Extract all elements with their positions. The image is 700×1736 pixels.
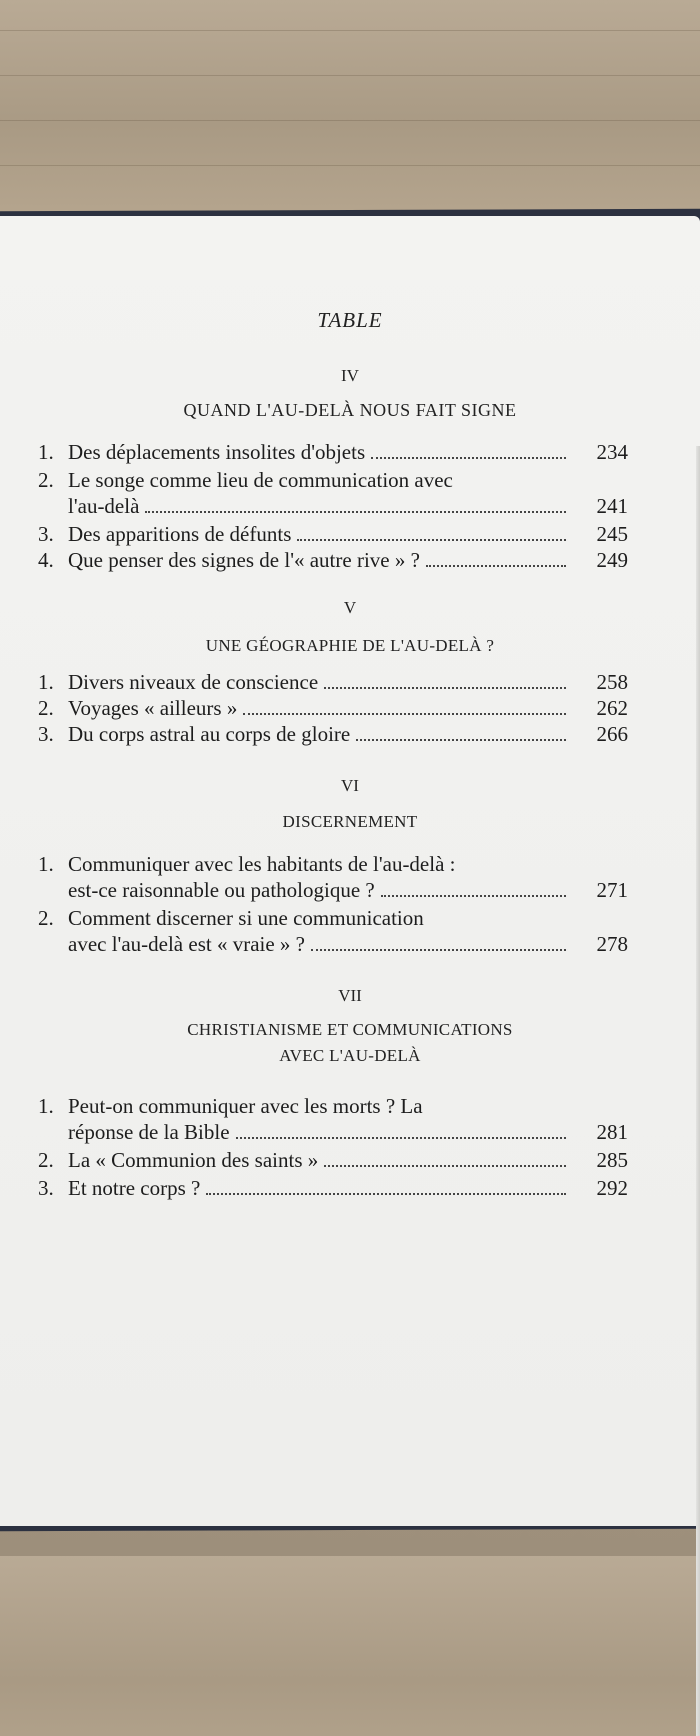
page-number: 271 <box>596 878 628 902</box>
entry-number: 3. <box>38 522 54 546</box>
entry-number: 1. <box>38 670 54 694</box>
entry-number: 1. <box>38 440 54 464</box>
leader-dots <box>243 699 566 715</box>
toc-entry <box>38 670 628 696</box>
toc-entry <box>38 468 628 520</box>
part-heading: UNE GÉOGRAPHIE DE L'AU-DELÀ ? <box>205 636 495 655</box>
leader-dots <box>381 881 566 897</box>
entry-number: 2. <box>38 906 54 930</box>
entry-title: Que penser des signes de l'« autre rive » ? <box>68 548 420 572</box>
leader-dots <box>324 673 566 689</box>
toc-entry <box>38 522 628 548</box>
entry-number: 2. <box>38 1148 54 1172</box>
entry-title-continued: est-ce raisonnable ou pathologique ? <box>68 878 375 902</box>
page-number: 245 <box>596 522 628 546</box>
page-number: 249 <box>596 548 628 572</box>
leader-dots <box>324 1151 566 1167</box>
page-number: 292 <box>596 1176 628 1200</box>
toc-entry <box>38 1176 628 1202</box>
toc-entry <box>38 696 628 722</box>
leader-dots <box>297 525 566 541</box>
entry-title: Et notre corps ? <box>68 1176 201 1200</box>
part-number: V <box>343 598 357 617</box>
entry-number: 4. <box>38 548 54 572</box>
toc-entry <box>38 906 628 958</box>
page-number: 266 <box>596 722 628 746</box>
entry-title: Communiquer avec les habitants de l'au-delà : <box>68 852 456 876</box>
page-number: 258 <box>596 670 628 694</box>
entry-title: Des déplacements insolites d'objets <box>68 440 366 464</box>
toc-entry <box>38 1148 628 1174</box>
entry-number: 2. <box>38 468 54 492</box>
entry-number: 1. <box>38 852 54 876</box>
part-number: VI <box>341 776 359 795</box>
part-heading: DISCERNEMENT <box>282 812 418 831</box>
page-title: TABLE <box>317 308 383 332</box>
toc-entry <box>38 440 628 466</box>
page-number: 262 <box>596 696 628 720</box>
entry-title-continued: réponse de la Bible <box>68 1120 230 1144</box>
part-number: IV <box>341 366 359 385</box>
entry-title: Comment discerner si une communication <box>68 906 424 930</box>
toc-entry <box>38 722 628 748</box>
leader-dots <box>371 443 566 459</box>
toc-entry <box>38 548 628 574</box>
entry-title: Du corps astral au corps de gloire <box>68 722 351 746</box>
entry-title-continued: avec l'au-delà est « vraie » ? <box>68 932 305 956</box>
entry-title: Peut-on communiquer avec les morts ? La <box>68 1094 423 1118</box>
page-number: 241 <box>596 494 628 518</box>
page-number: 285 <box>596 1148 628 1172</box>
entry-number: 2. <box>38 696 54 720</box>
leader-dots <box>145 497 566 513</box>
entry-title: Des apparitions de défunts <box>68 522 292 546</box>
leader-dots <box>206 1179 566 1195</box>
entry-title-continued: l'au-delà <box>68 494 140 518</box>
part-heading-continued: AVEC L'AU-DELÀ <box>279 1046 421 1065</box>
entry-title: Le songe comme lieu de communication avec <box>68 468 453 492</box>
toc-entry <box>38 852 628 904</box>
page-number: 281 <box>596 1120 628 1144</box>
page-number: 234 <box>596 440 628 464</box>
leader-dots <box>311 935 566 951</box>
part-heading: CHRISTIANISME ET COMMUNICATIONS <box>187 1020 513 1039</box>
toc-entry <box>38 1094 628 1146</box>
entry-number: 3. <box>38 722 54 746</box>
part-number: VII <box>338 986 362 1005</box>
entry-title: La « Communion des saints » <box>68 1148 319 1172</box>
entry-title: Divers niveaux de conscience <box>68 670 319 694</box>
page-number: 278 <box>596 932 628 956</box>
part-heading: QUAND L'AU-DELÀ NOUS FAIT SIGNE <box>183 400 517 420</box>
entry-title: Voyages « ailleurs » <box>68 696 238 720</box>
book-page <box>0 216 700 1526</box>
leader-dots <box>426 551 566 567</box>
entry-number: 3. <box>38 1176 54 1200</box>
leader-dots <box>356 725 566 741</box>
entry-number: 1. <box>38 1094 54 1118</box>
leader-dots <box>236 1123 566 1139</box>
